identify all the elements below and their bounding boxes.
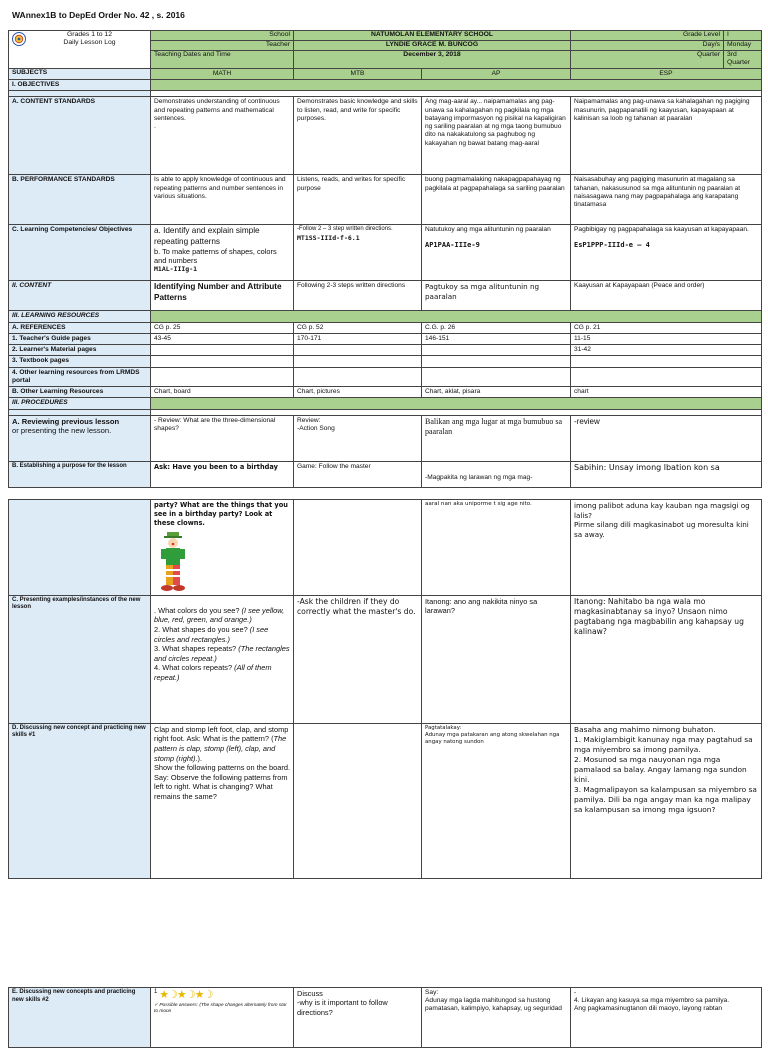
- ap-code: AP1PAA-IIIe-9: [425, 240, 480, 249]
- content-standards-label: A. CONTENT STANDARDS: [9, 97, 151, 175]
- math-code: M1AL-IIIg-1: [154, 265, 198, 274]
- col-ap: AP: [422, 68, 571, 79]
- other-resources-esp: chart: [571, 387, 762, 398]
- references-label: A. REFERENCES: [9, 322, 151, 333]
- subjects-label: SUBJECTS: [9, 68, 151, 79]
- dates-label: Teaching Dates and Time: [151, 51, 294, 69]
- quarter-value: 3rd Quarter: [724, 51, 762, 69]
- days-label: Day/s: [571, 41, 724, 51]
- discussing1-label: D. Discussing new concept and practicing new skills #1: [9, 723, 151, 878]
- purpose-math: Ask: Have you been to a birthday: [151, 461, 294, 487]
- discussing1-ap: Pagtatalakay: Adunay mga patakaran ang atong skwelahan nga angay natong sundon: [422, 723, 571, 878]
- lm-pages-esp: 31-42: [571, 345, 762, 356]
- discussing2-ap: Say: Adunay mga lagda mahitungod sa hustong pamatasan, kalimpiyo, kahapsay, ug seguridad: [422, 988, 571, 1048]
- col-math: MATH: [151, 68, 294, 79]
- content-standards-esp: Naipamamalas ang pag-unawa sa kahalagahan ng pagiging masunurin, pagpapanatili ng kaayusan, kapayapaan at kalinisan sa loob ng tahanan at paaralan: [571, 97, 762, 175]
- reviewing-mtb: Review: -Action Song: [294, 415, 422, 461]
- col-mtb: MTB: [294, 68, 422, 79]
- grade-value: I: [724, 31, 762, 41]
- competencies-label: C. Learning Competencies/ Objectives: [9, 225, 151, 281]
- performance-standards-math: Is able to apply knowledge of continuous and repeating patterns and number sentences in various situations.: [151, 175, 294, 225]
- purpose-esp: Sabihin: Unsay imong lbation kon sa: [571, 461, 762, 487]
- competencies-esp: Pagbibigay ng pagpapahalaga sa kaayusan at kapayapaan. EsP1PPP-IIId-e – 4: [571, 225, 762, 281]
- competency-b: b. To make patterns of shapes, colors and numbers: [154, 246, 277, 266]
- dates-value: December 3, 2018: [294, 51, 571, 69]
- purpose-cont-math: party? What are the things that you see in a birthday party? Look at these clowns.: [151, 500, 294, 596]
- star-moon-pattern: ★☽★☽★☽: [159, 989, 213, 1001]
- lesson-log-page-3: [8, 987, 761, 1048]
- references-ap: C.G. p. 26: [422, 322, 571, 333]
- reviewing-esp: -review: [571, 415, 762, 461]
- school-value: NATUMOLAN ELEMENTARY SCHOOL: [294, 31, 571, 41]
- discussing2-mtb: Discuss -why is it important to follow directions?: [294, 988, 422, 1048]
- log-label: Daily Lesson Log: [63, 39, 116, 47]
- reviewing-label: A. Reviewing previous lesson or presenting the new lesson.: [9, 415, 151, 461]
- competency-a: a. Identify and explain simple repeating patterns: [154, 226, 260, 246]
- lm-pages-label: 2. Learner's Material pages: [9, 345, 151, 356]
- performance-standards-label: B. PERFORMANCE STANDARDS: [9, 175, 151, 225]
- content-standards-math: Demonstrates understanding of continuous and repeating patterns and mathematical sentences. .: [151, 97, 294, 175]
- performance-standards-mtb: Listens, reads, and writes for specific purpose: [294, 175, 422, 225]
- content-ap: Pagtukoy sa mga alituntunin ng paaralan: [422, 281, 571, 311]
- content-mtb: Following 2-3 steps written directions: [294, 281, 422, 311]
- teacher-value: LYNDIE GRACE M. BUNCOG: [294, 41, 571, 51]
- mtb-code: MT1SS-IIId-f-6.1: [297, 233, 360, 242]
- content-standards-ap: Ang mag-aaral ay... naipamamalas ang pag-unawa sa kahalagahan ng pagkilala ng mga batayang impormasyon ng pisikal na kapaligiran ng sariling paaralan at ng mga taong bumubuo dito na nakakatulong sa paghubog ng kakayahan ng bawat batang mag-aaral: [422, 97, 571, 175]
- lesson-log-page-1: [8, 30, 761, 488]
- clown-image: [156, 532, 190, 594]
- lesson-log-page-2: [8, 499, 761, 879]
- purpose-ap: -Magpakita ng larawan ng mga mag-: [422, 461, 571, 487]
- purpose-cont-esp: imong palibot aduna kay kauban nga magsigi og lalis? Pirme silang dili magkasinabot ug moresulta kini sa away.: [571, 500, 762, 596]
- content-heading: II. CONTENT: [9, 281, 151, 311]
- content-esp: Kaayusan at Kapayapaan (Peace and order): [571, 281, 762, 311]
- tg-pages-math: 43-45: [151, 333, 294, 344]
- quarter-label: Quarter: [571, 51, 724, 69]
- competencies-mtb: -Follow 2 – 3 step written directions. MT1SS-IIId-f-6.1: [294, 225, 422, 281]
- performance-standards-ap: buong pagmamalaking nakapagpapahayag ng pagkilala at pagpapahalaga sa sariling paaralan: [422, 175, 571, 225]
- discussing2-label: E. Discussing new concepts and practicing new skills #2: [9, 988, 151, 1048]
- reviewing-math: - Review: What are the three-dimensional shapes?: [151, 415, 294, 461]
- other-resources-math: Chart, board: [151, 387, 294, 398]
- objectives-heading: I. OBJECTIVES: [9, 80, 151, 91]
- grade-label: Grade Level: [571, 31, 724, 41]
- performance-standards-esp: Naisasabuhay ang pagiging masunurin at magalang sa tahanan, nakasusunod sa mga alituntunin ng paaralan at naisasagawa nang may pagpapahalaga ang karapatang tinatamasa: [571, 175, 762, 225]
- references-esp: CG p. 21: [571, 322, 762, 333]
- header-left: [9, 31, 151, 69]
- procedures-heading: III. PROCEDURES: [9, 398, 151, 409]
- presenting-mtb: -Ask the children if they do correctly what the master's do.: [294, 595, 422, 723]
- content-standards-mtb: Demonstrates basic knowledge and skills to listen, read, and write for specific purposes.: [294, 97, 422, 175]
- other-resources-label: B. Other Learning Resources: [9, 387, 151, 398]
- competencies-math: [151, 225, 294, 281]
- days-value: Monday: [724, 41, 762, 51]
- discussing2-esp: - 4. Likayan ang kasuya sa mga miyembro sa pamilya. Ang pagkamasinugtanon dili maoyo, layong rabtan: [571, 988, 762, 1048]
- presenting-math: . What colors do you see? (I see yellow, blue, red, green, and orange.) 2. What shapes do you see? (I see circles and rectangles.) 3. What shapes repeats? (The rectangles and circles repeat.) 4. What colors repeats? (All of them repeat.): [151, 595, 294, 723]
- esp-code: EsP1PPP-IIId-e – 4: [574, 240, 650, 249]
- lrmds-label: 4. Other learning resources from LRMDS portal: [9, 367, 151, 386]
- purpose-label: B. Establishing a purpose for the lesson: [9, 461, 151, 487]
- other-resources-mtb: Chart, pictures: [294, 387, 422, 398]
- reviewing-ap: Balikan ang mga lugar at mga bumubuo sa paaralan: [422, 415, 571, 461]
- annex-title: WAnnex1B to DepEd Order No. 42 , s. 2016: [12, 10, 185, 20]
- col-esp: ESP: [571, 68, 762, 79]
- school-label: School: [151, 31, 294, 41]
- presenting-ap: Itanong: ano ang nakikita ninyo sa larawan?: [422, 595, 571, 723]
- tg-pages-label: 1. Teacher's Guide pages: [9, 333, 151, 344]
- resources-heading: III. LEARNING RESOURCES: [9, 311, 151, 322]
- presenting-esp: Itanong: Nahitabo ba nga wala mo magkasinabtanay sa inyo? Unsaon nimo pagtabang nga magbabilin ang kahapsay ug kalinaw?: [571, 595, 762, 723]
- purpose-mtb: Game: Follow the master: [294, 461, 422, 487]
- content-math: Identifying Number and Attribute Patterns: [151, 281, 294, 311]
- tg-pages-esp: 11-15: [571, 333, 762, 344]
- grades-label: Grades 1 to 12: [67, 31, 112, 38]
- purpose-cont-ap: aaral nan aka uniporme t sig age nito.: [422, 500, 571, 596]
- tg-pages-ap: 146-151: [422, 333, 571, 344]
- presenting-label: C. Presenting examples/instances of the new lesson: [9, 595, 151, 723]
- references-mtb: CG p. 52: [294, 322, 422, 333]
- competencies-ap: Natutukoy ang mga alituntunin ng paaralan AP1PAA-IIIe-9: [422, 225, 571, 281]
- discussing2-math: 1 ★☽★☽★☽ ✓ Possible answers: (The shape changes alternately from star to moon: [151, 988, 294, 1048]
- discussing1-esp: Basaha ang mahimo nimong buhaton. 1. Makiglambigit kanunay nga may pagtahud sa mga miyembro sa imong pamilya. 2. Mosunod sa mga nauyonan nga mga pamalaod sa balay. Angay lamang nga sundon kini. 3. Magmalipayon sa kalampusan sa miyembro sa pamilya. Dili ba nga angay man ka nga malipay sa kalampusan sa imong mga igsuon?: [571, 723, 762, 878]
- references-math: CG p. 25: [151, 322, 294, 333]
- tb-pages-label: 3. Textbook pages: [9, 356, 151, 367]
- teacher-label: Teacher: [151, 41, 294, 51]
- deped-seal-icon: [12, 32, 26, 46]
- other-resources-ap: Chart, aklat, pisara: [422, 387, 571, 398]
- tg-pages-mtb: 170-171: [294, 333, 422, 344]
- discussing1-math: Clap and stomp left foot, clap, and stomp right foot. Ask: What is the pattern? (The pattern is clap, stomp (left), clap, and stomp (right).). Show the following patterns on the board. Say: Observe the following patterns from left to right. What is changing? What remains the same?: [151, 723, 294, 878]
